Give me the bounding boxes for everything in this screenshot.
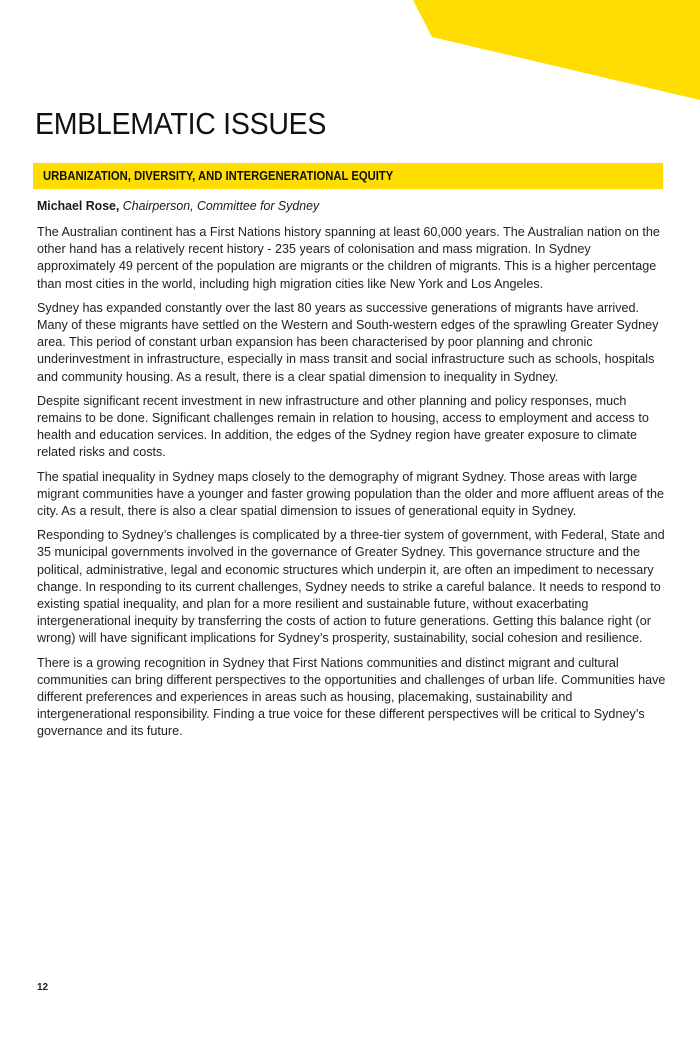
paragraph: The spatial inequality in Sydney maps closely to the demography of migrant Sydney. Those areas with large migrant communities have a younger and faster growing population than the older and more affluent areas of the city. As a result, there is also a clear spatial dimension to issues of generational equity in Sydney. [37, 469, 665, 519]
paragraph: Sydney has expanded constantly over the last 80 years as successive generations of migrants have arrived. Many of these migrants have settled on the Western and South-western edges of the sprawling Greater Sydney area. This period of constant urban expansion has been characterised by poor planning and chronic underinvestment in infrastructure, especially in mass transit and social infrastructure such as schools, hospitals and community housing. As a result, there is a clear spatial dimension to inequality in Sydney. [37, 300, 659, 384]
author-role: Chairperson, Committee for Sydney [122, 198, 320, 213]
section-header-text: URBANIZATION, DIVERSITY, AND INTERGENERATIONAL EQUITY [43, 169, 394, 183]
paragraph: The Australian continent has a First Nations history spanning at least 60,000 years. The Australian nation on the other hand has a relatively recent history - 235 years of colonisation and mass migration. In Sydney approximately 49 percent of the population are migrants or the children of migrants. This is a higher percentage than most cities in the world, including high migration cities like New York and Los Angeles. [37, 225, 660, 291]
byline [37, 197, 636, 215]
article-body [37, 197, 667, 748]
section-header-band [33, 163, 663, 189]
paragraph: Despite significant recent investment in new infrastructure and other planning and policy responses, much remains to be done. Significant challenges remain in relation to housing, access to employment and access to health and education services. In addition, the edges of the Sydney region have greater exposure to climate related risks and costs. [37, 393, 649, 460]
paragraph: There is a growing recognition in Sydney that First Nations communities and distinct migrant and cultural communities can bring different perspectives to the opportunities and challenges of urban life. Communities have different preferences and experiences in areas such as housing, placemaking, sustainability and intergenerational responsibility. Finding a true voice for these different perspectives will be critical to Sydney’s governance and its future. [37, 655, 666, 739]
yellow-corner-decoration [0, 0, 700, 110]
paragraph: Responding to Sydney’s challenges is complicated by a three-tier system of government, with Federal, State and 35 municipal governments involved in the governance of Greater Sydney. This governance structure and the political, administrative, legal and economic structures which underpin it, are often an impediment to necessary change. In responding to its current challenges, Sydney needs to strike a careful balance. It needs to respond to existing spatial inequality, and plan for a more resilient and sustainable future, without exacerbating intergenerational inequity by transferring the costs of action to future generations. Getting this balance right (or wrong) will have significant implications for Sydney’s prosperity, sustainability, social cohesion and resilience. [37, 528, 665, 646]
author-name: Michael Rose, [37, 198, 120, 213]
page-number: 12 [37, 982, 49, 993]
page-title: EMBLEMATIC ISSUES [35, 106, 327, 141]
yellow-corner-polygon [413, 0, 700, 100]
